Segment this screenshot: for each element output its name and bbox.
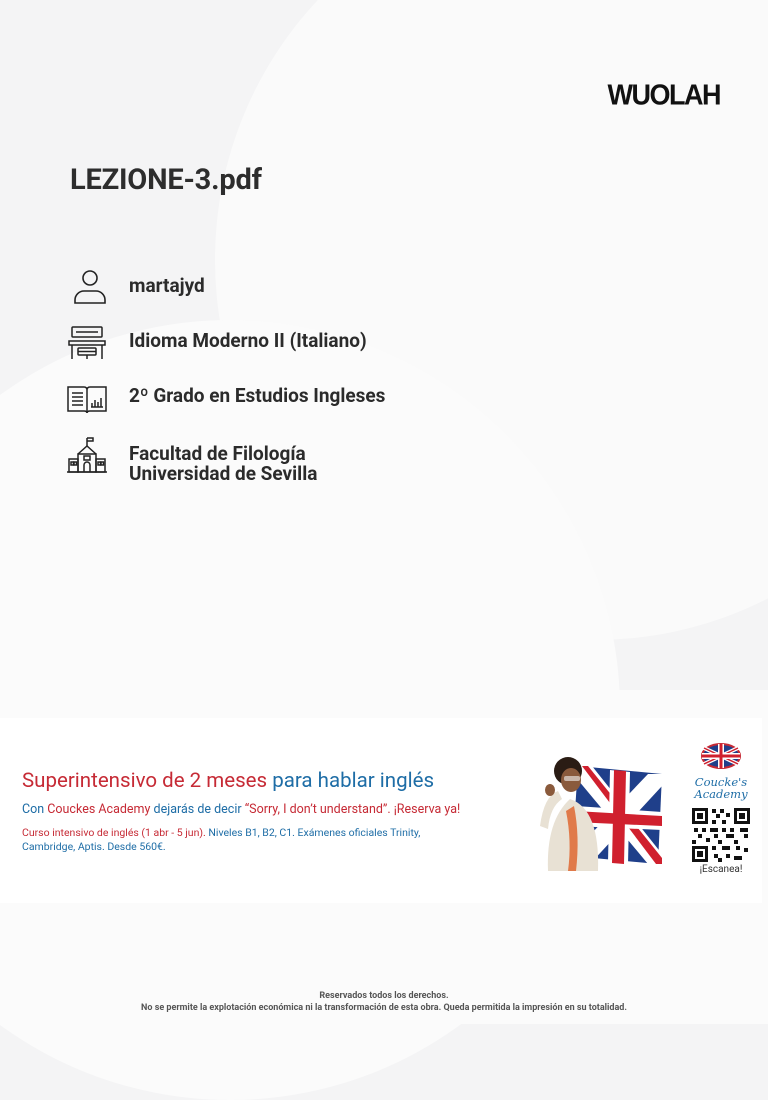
academy-line2: Academy — [694, 787, 748, 801]
university-name[interactable]: Universidad de Sevilla — [129, 462, 318, 485]
ad-details-price: Cambridge, Aptis. Desde 560€. — [22, 840, 166, 853]
ad-details — [22, 826, 420, 854]
ad-subline-cta: “Sorry, I don’t understand”. ¡Reserva ya! — [244, 802, 461, 817]
faculty-info — [129, 434, 317, 484]
wuolah-logo[interactable]: WUOLAH — [607, 79, 720, 111]
academy-logo-text — [688, 776, 754, 800]
ad-subline-part: dejarás de decir — [150, 802, 245, 817]
student-flag-image — [530, 746, 670, 871]
ad-subline-part: Con — [22, 802, 48, 817]
qr-code[interactable] — [690, 806, 752, 864]
school-desk-icon — [66, 321, 108, 363]
degree-name[interactable]: 2º Grado en Estudios Ingleses — [129, 384, 386, 407]
subject-name[interactable]: Idioma Moderno II (Italiano) — [129, 329, 367, 352]
info-subject — [66, 321, 367, 363]
footer-rights — [0, 990, 768, 1014]
scan-label: ¡Escanea! — [699, 864, 743, 875]
info-degree — [66, 376, 385, 418]
info-faculty — [66, 434, 317, 484]
academy-brand — [688, 740, 756, 900]
university-building-icon — [66, 434, 108, 476]
footer-line1: Reservados todos los derechos. — [319, 991, 449, 1001]
uk-flag-icon — [700, 742, 742, 772]
open-book-icon — [66, 376, 108, 418]
academy-line1: Coucke's — [694, 775, 748, 789]
faculty-name[interactable]: Facultad de Filología — [129, 442, 306, 465]
ad-subline — [22, 802, 460, 817]
user-name[interactable]: martajyd — [129, 274, 205, 297]
ad-headline — [22, 769, 434, 793]
ad-details-dates: Curso intensivo de inglés (1 abr - 5 jun). — [22, 826, 209, 839]
ad-details-levels: Niveles B1, B2, C1. Exámenes oficiales Trinity, — [208, 826, 421, 839]
document-title: LEZIONE-3.pdf — [70, 163, 262, 197]
user-icon — [66, 266, 108, 308]
ad-headline-red: Superintensivo de 2 meses — [22, 769, 273, 793]
footer-line2: No se permite la explotación económica ni la transformación de esta obra. Queda permitida la impresión en su totalidad. — [141, 1003, 627, 1013]
ad-headline-blue: para hablar inglés — [272, 769, 435, 793]
ad-subline-brand: Couckes Academy — [47, 802, 151, 817]
info-user — [66, 266, 205, 308]
ad-banner[interactable] — [0, 718, 762, 903]
